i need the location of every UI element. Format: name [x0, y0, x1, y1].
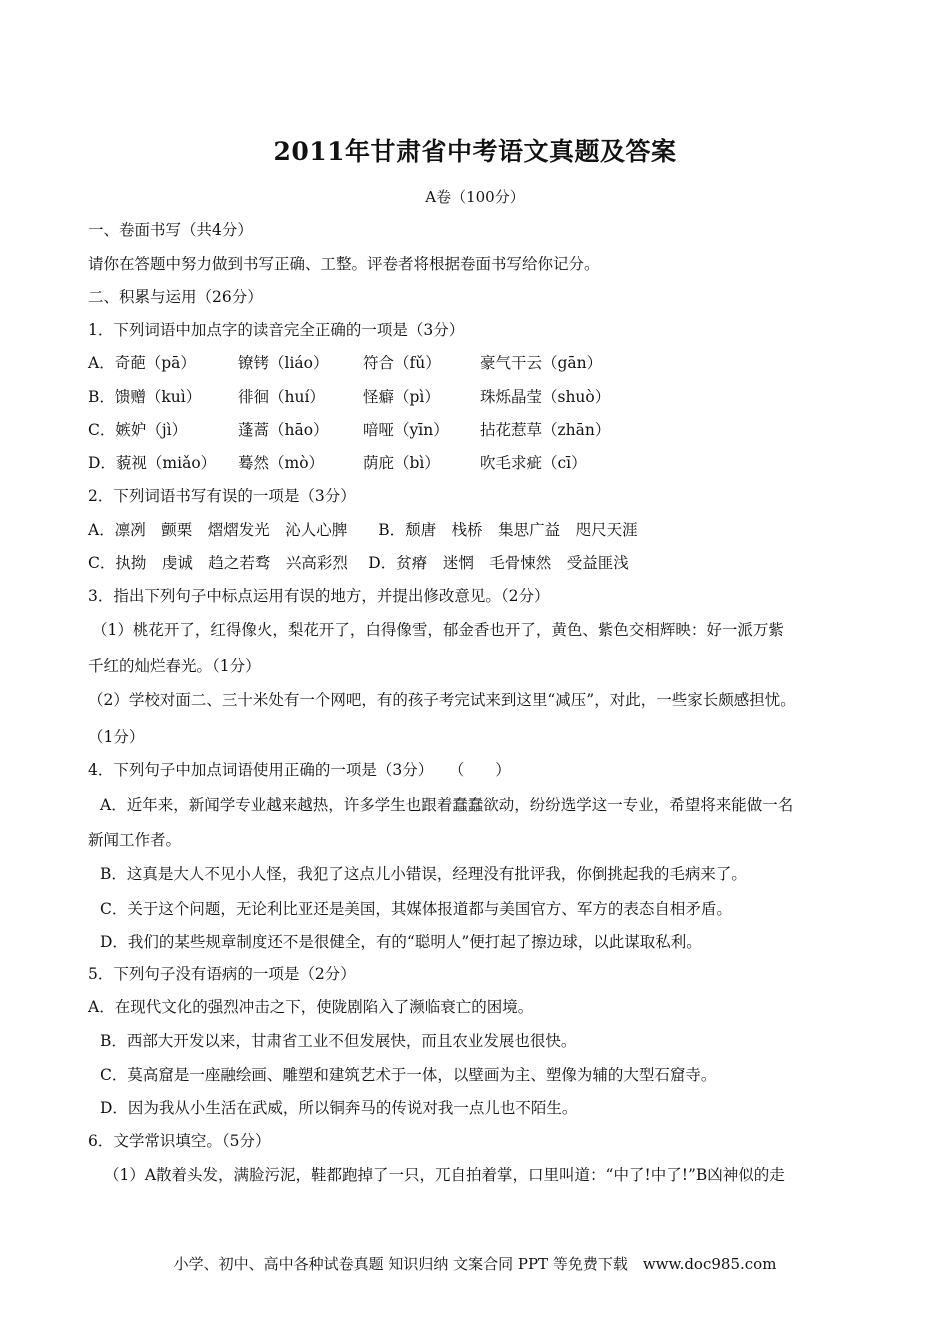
question-5-option-b: B．西部大开发以来，甘肃省工业不但发展快，而且农业发展也很快。 [100, 1032, 577, 1050]
question-1-option-c [88, 420, 848, 440]
question-1-option-a [88, 353, 848, 373]
question-3-sentence-2-cont: （1分） [88, 728, 145, 746]
question-1-stem: 1．下列词语中加点字的读音完全正确的一项是（3分） [88, 321, 465, 339]
question-2-stem: 2．下列词语书写有误的一项是（3分） [88, 487, 356, 505]
question-1-option-b [88, 387, 848, 407]
section-1-heading: 一、卷面书写（共4分） [88, 221, 253, 239]
question-3-sentence-1-cont: 千红的灿烂春光。（1分） [88, 657, 261, 675]
question-5-option-a: A．在现代文化的强烈冲击之下，使陇剧陷入了濒临衰亡的困境。 [88, 998, 534, 1016]
option-cell: A．奇葩（pā） [88, 354, 196, 372]
question-2-options-ab: A．凛冽 颤栗 熠熠发光 沁人心脾 B．颓唐 栈桥 集思广益 咫尺天涯 [88, 521, 638, 539]
question-4-option-b: B．这真是大人不见小人怪，我犯了这点儿小错误，经理没有批评我，你倒挑起我的毛病来了。 [100, 865, 747, 883]
question-4-option-a: A．近年来，新闻学专业越来越热，许多学生也跟着蠢蠢欲动，纷纷选学这一专业，希望将来能做一名 [100, 796, 794, 814]
option-cell: 蓦然（mò） [238, 454, 325, 472]
question-1-option-d [88, 453, 848, 473]
option-cell: 荫庇（bì） [363, 454, 440, 472]
option-cell: 拈花惹草（zhān） [480, 421, 611, 439]
option-cell: 怪癖（pì） [363, 388, 440, 406]
question-3-stem: 3．指出下列句子中标点运用有误的地方，并提出修改意见。（2分） [88, 587, 550, 605]
page-footer: 小学、初中、高中各种试卷真题 知识归纳 文案合同 PPT 等免费下载 www.doc985.com [173, 1255, 777, 1273]
option-cell: 镣铐（liáo） [238, 354, 329, 372]
option-cell: 徘徊（huí） [238, 388, 325, 406]
option-cell: 符合（fǔ） [363, 354, 441, 372]
question-3-sentence-1: （1）桃花开了，红得像火，梨花开了，白得像雪，郁金香也开了，黄色、紫色交相辉映：好一派万紫 [92, 621, 784, 639]
question-3-sentence-2: （2）学校对面二、三十米处有一个网吧，有的孩子考完试来到这里“减压”，对此，一些家长颇感担忧。 [88, 691, 796, 709]
option-cell: D．藐视（miǎo） [88, 454, 217, 472]
option-cell: 豪气干云（gān） [480, 354, 603, 372]
option-cell: 喑哑（yīn） [363, 421, 449, 439]
paper-subtitle: A卷（100分） [425, 188, 525, 206]
question-5-option-c: C．莫高窟是一座融绘画、雕塑和建筑艺术于一体，以壁画为主、塑像为辅的大型石窟寺。 [100, 1066, 717, 1084]
question-4-option-a-cont: 新闻工作者。 [88, 831, 182, 849]
question-6-stem: 6．文学常识填空。（5分） [88, 1132, 271, 1150]
document-title: 2011年甘肃省中考语文真题及答案 [273, 137, 677, 166]
question-4-option-d: D．我们的某些规章制度还不是很健全，有的“聪明人”便打起了擦边球，以此谋取私利。 [100, 933, 702, 951]
option-cell: 珠烁晶莹（shuò） [480, 388, 611, 406]
option-cell: C．嫉妒（jì） [88, 421, 188, 439]
option-cell: 吹毛求疵（cī） [480, 454, 587, 472]
question-2-options-cd: C．执拗 虔诚 趋之若骛 兴高彩烈 D．贫瘠 迷惘 毛骨悚然 受益匪浅 [88, 554, 629, 572]
option-cell: 蓬蒿（hāo） [238, 421, 329, 439]
section-2-heading: 二、积累与运用（26分） [88, 288, 263, 306]
question-4-stem: 4．下列句子中加点词语使用正确的一项是（3分） （ ） [88, 761, 511, 779]
question-4-option-c: C．关于这个问题，无论利比亚还是美国，其媒体报道都与美国官方、军方的表态自相矛盾。 [100, 900, 732, 918]
question-6-item-1: （1）A散着头发，满脸污泥，鞋都跑掉了一只，兀自拍着掌，口里叫道：“中了!中了!”B凶神似的走 [104, 1166, 785, 1184]
question-5-stem: 5．下列句子没有语病的一项是（2分） [88, 965, 356, 983]
question-5-option-d: D．因为我从小生活在武威，所以铜奔马的传说对我一点儿也不陌生。 [100, 1099, 578, 1117]
option-cell: B．馈赠（kuì） [88, 388, 202, 406]
section-1-text: 请你在答题中努力做到书写正确、工整。评卷者将根据卷面书写给你记分。 [88, 255, 600, 273]
